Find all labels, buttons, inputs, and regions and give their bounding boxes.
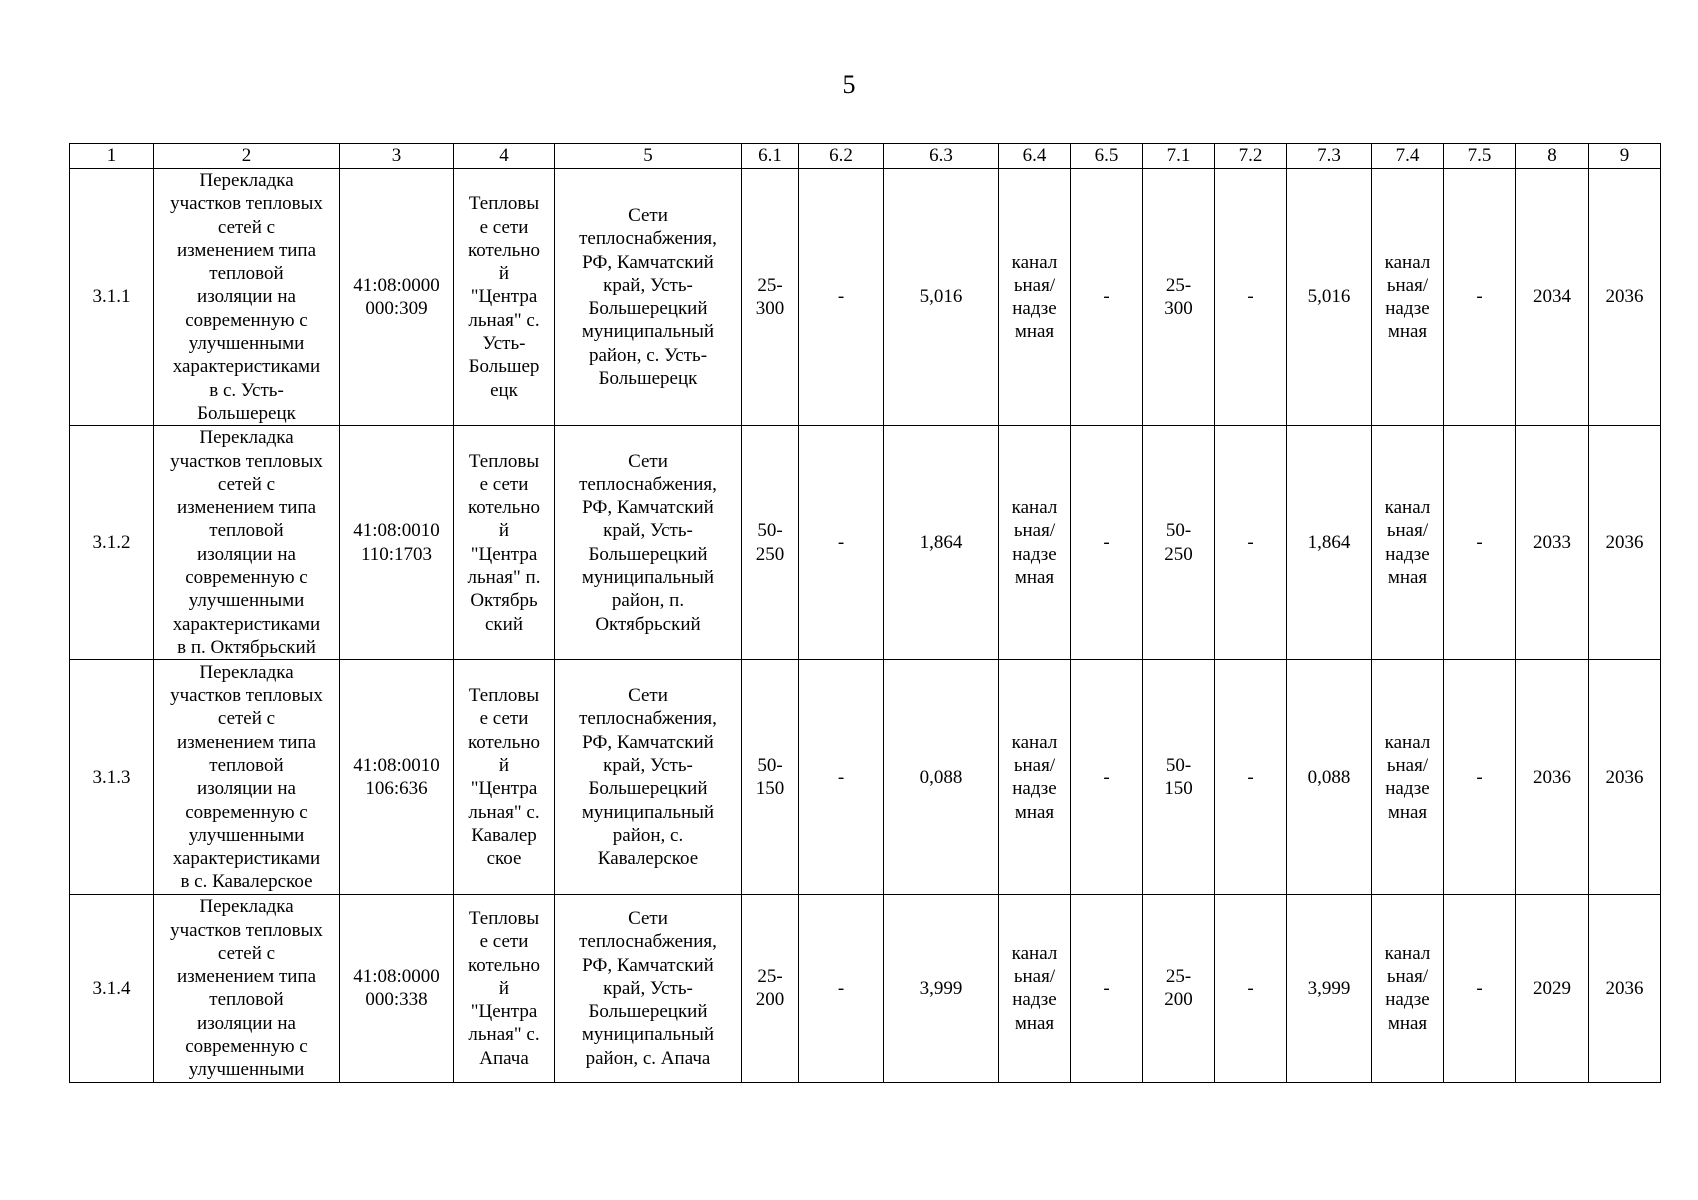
column-header: 6.4 xyxy=(999,144,1071,169)
cell-8 xyxy=(1516,426,1589,660)
column-header: 4 xyxy=(454,144,555,169)
cell-6-3 xyxy=(884,426,999,660)
cell-9 xyxy=(1589,660,1661,895)
cell-6-4 xyxy=(999,660,1071,895)
header-row xyxy=(70,144,1661,169)
cell-text: Сети теплоснабжения, РФ, Камчатский край, Усть- Большерецкий муниципальный район, с. Апача xyxy=(579,907,717,1069)
cell-text: 0,088 xyxy=(919,766,963,788)
cell-7-1 xyxy=(1143,895,1215,1082)
cell-6-5 xyxy=(1071,426,1143,660)
cell-text: канал ьная/ надзе мная xyxy=(1011,497,1058,589)
column-header: 7.1 xyxy=(1143,144,1215,169)
cell-text: 1,864 xyxy=(919,532,963,554)
row-number xyxy=(70,426,154,660)
cell-7-3 xyxy=(1287,660,1372,895)
cell-text: - xyxy=(1103,286,1110,308)
cell-7-4 xyxy=(1372,426,1444,660)
cell-text: - xyxy=(837,766,845,788)
cell-text: Перекладка участков тепловых сетей с изменением типа тепловой изоляции на современную с улучшенными xyxy=(170,896,323,1081)
cell-6-2 xyxy=(799,426,884,660)
cell-text: 2036 xyxy=(1605,532,1644,554)
object-location xyxy=(555,660,742,895)
cell-text: - xyxy=(1247,977,1254,999)
investment-table xyxy=(69,143,1661,1083)
cell-text: 25- 300 xyxy=(755,274,785,320)
table-row xyxy=(70,660,1661,895)
cell-7-3 xyxy=(1287,426,1372,660)
measure-name xyxy=(154,660,340,895)
cell-text: - xyxy=(1476,977,1483,999)
cell-9 xyxy=(1589,426,1661,660)
column-header: 2 xyxy=(154,144,340,169)
cell-text: 3,999 xyxy=(1307,977,1351,999)
cell-text: - xyxy=(837,286,845,308)
cell-text: 3,999 xyxy=(919,977,963,999)
cell-text: 50- 250 xyxy=(1164,520,1193,565)
object-location xyxy=(555,169,742,426)
cell-text: 50- 250 xyxy=(755,520,785,565)
measure-name xyxy=(154,895,340,1082)
cell-7-2 xyxy=(1215,426,1287,660)
cell-text: Сети теплоснабжения, РФ, Камчатский край, Усть- Большерецкий муниципальный район, с. Кавалерское xyxy=(579,685,717,870)
cell-6-2 xyxy=(799,895,884,1082)
cell-text: - xyxy=(1476,532,1483,554)
object-name xyxy=(454,895,555,1082)
cell-text: канал ьная/ надзе мная xyxy=(1384,497,1431,589)
cell-text: 50- 150 xyxy=(755,754,785,800)
column-header: 7.4 xyxy=(1372,144,1444,169)
column-header: 9 xyxy=(1589,144,1661,169)
column-header: 7.2 xyxy=(1215,144,1287,169)
cell-6-4 xyxy=(999,426,1071,660)
cell-6-3 xyxy=(884,169,999,426)
cell-text: 2036 xyxy=(1605,766,1644,788)
cell-6-2 xyxy=(799,169,884,426)
row-number xyxy=(70,660,154,895)
cell-text: 25- 200 xyxy=(755,966,785,1011)
object-location xyxy=(555,426,742,660)
table-row xyxy=(70,895,1661,1082)
cell-text: канал ьная/ надзе мная xyxy=(1011,251,1058,343)
cell-text: 2036 xyxy=(1533,766,1571,788)
cell-7-2 xyxy=(1215,895,1287,1082)
cell-text: - xyxy=(1476,766,1483,788)
cell-6-3 xyxy=(884,895,999,1082)
column-header: 1 xyxy=(70,144,154,169)
cell-6-5 xyxy=(1071,895,1143,1082)
cell-text: 2033 xyxy=(1533,532,1571,554)
cell-8 xyxy=(1516,169,1589,426)
column-header: 3 xyxy=(340,144,454,169)
cell-7-5 xyxy=(1444,660,1516,895)
cell-text: Сети теплоснабжения, РФ, Камчатский край, Усть- Большерецкий муниципальный район, п. Октябрьский xyxy=(579,450,717,635)
cell-text: 3.1.1 xyxy=(92,286,131,308)
measure-name xyxy=(154,169,340,426)
cell-text: - xyxy=(837,977,845,999)
cell-text: 41:08:0010 106:636 xyxy=(353,754,440,800)
cell-text: Тепловы е сети котельно й "Центра льная" с. Усть- Большер ецк xyxy=(467,193,541,401)
row-number xyxy=(70,169,154,426)
cell-text: Перекладка участков тепловых сетей с изменением типа тепловой изоляции на современную с улучшенными характеристиками в с. Кавалерское xyxy=(170,661,323,893)
cell-8 xyxy=(1516,895,1589,1082)
cell-6-1 xyxy=(742,895,799,1082)
cell-text: 2034 xyxy=(1533,286,1571,308)
cell-7-1 xyxy=(1143,660,1215,895)
cell-text: - xyxy=(1247,532,1254,554)
cell-text: 1,864 xyxy=(1307,532,1351,554)
object-name xyxy=(454,660,555,895)
cell-text: 41:08:0000 000:309 xyxy=(353,274,440,320)
object-name xyxy=(454,169,555,426)
cell-6-1 xyxy=(742,169,799,426)
cell-text: 3.1.4 xyxy=(92,977,131,999)
cell-text: 41:08:0010 110:1703 xyxy=(353,520,440,565)
cell-text: Тепловы е сети котельно й "Центра льная" с. Кавалер ское xyxy=(467,685,541,870)
cell-text: канал ьная/ надзе мная xyxy=(1384,942,1431,1034)
object-name xyxy=(454,426,555,660)
cell-7-3 xyxy=(1287,895,1372,1082)
column-header: 6.3 xyxy=(884,144,999,169)
cell-6-2 xyxy=(799,660,884,895)
cell-text: 2036 xyxy=(1605,977,1644,999)
measure-name xyxy=(154,426,340,660)
cell-text: - xyxy=(1247,766,1254,788)
object-location xyxy=(555,895,742,1082)
column-header: 5 xyxy=(555,144,742,169)
cell-7-2 xyxy=(1215,169,1287,426)
cell-8 xyxy=(1516,660,1589,895)
cell-text: канал ьная/ надзе мная xyxy=(1011,731,1058,823)
cell-text: 2029 xyxy=(1533,977,1571,999)
cell-6-5 xyxy=(1071,660,1143,895)
cell-text: - xyxy=(837,532,845,554)
cell-text: 5,016 xyxy=(1307,286,1351,308)
column-header: 6.1 xyxy=(742,144,799,169)
cell-text: 50- 150 xyxy=(1164,754,1193,800)
cell-text: - xyxy=(1103,532,1110,554)
cell-text: 2036 xyxy=(1605,286,1644,308)
cell-text: - xyxy=(1103,766,1110,788)
cell-6-4 xyxy=(999,895,1071,1082)
column-header: 6.5 xyxy=(1071,144,1143,169)
cell-text: Перекладка участков тепловых сетей с изменением типа тепловой изоляции на современную с улучшенными характеристиками в с. Усть- Большерецк xyxy=(170,170,323,424)
cell-text: Сети теплоснабжения, РФ, Камчатский край, Усть- Большерецкий муниципальный район, с. Усть- Большерецк xyxy=(579,204,717,390)
page-number: 5 xyxy=(842,70,856,99)
cell-text: Перекладка участков тепловых сетей с изменением типа тепловой изоляции на современную с улучшенными характеристиками в п. Октябрьский xyxy=(170,427,323,658)
cell-7-5 xyxy=(1444,169,1516,426)
column-header: 7.3 xyxy=(1287,144,1372,169)
cell-text: 25- 200 xyxy=(1164,966,1193,1011)
cell-7-5 xyxy=(1444,895,1516,1082)
cadastral-number xyxy=(340,169,454,426)
cell-text: 5,016 xyxy=(919,286,963,308)
cell-text: канал ьная/ надзе мная xyxy=(1384,731,1431,823)
cell-text: - xyxy=(1103,977,1110,999)
cell-text: 25- 300 xyxy=(1164,274,1193,320)
cell-6-4 xyxy=(999,169,1071,426)
column-header: 8 xyxy=(1516,144,1589,169)
cell-7-3 xyxy=(1287,169,1372,426)
cell-text: 41:08:0000 000:338 xyxy=(353,966,440,1011)
cell-text: - xyxy=(1476,286,1483,308)
cell-7-2 xyxy=(1215,660,1287,895)
cell-7-4 xyxy=(1372,660,1444,895)
cell-text: канал ьная/ надзе мная xyxy=(1384,251,1431,343)
cell-6-5 xyxy=(1071,169,1143,426)
cell-6-3 xyxy=(884,660,999,895)
column-header: 7.5 xyxy=(1444,144,1516,169)
row-number xyxy=(70,895,154,1082)
cell-text: 0,088 xyxy=(1307,766,1351,788)
table-row xyxy=(70,426,1661,660)
cell-text: - xyxy=(1247,286,1254,308)
cadastral-number xyxy=(340,895,454,1082)
cadastral-number xyxy=(340,660,454,895)
cell-7-4 xyxy=(1372,169,1444,426)
cell-9 xyxy=(1589,895,1661,1082)
cell-7-1 xyxy=(1143,169,1215,426)
cell-6-1 xyxy=(742,660,799,895)
cell-text: Тепловы е сети котельно й "Центра льная" п. Октябрь ский xyxy=(467,450,541,635)
cell-text: 3.1.3 xyxy=(92,766,131,788)
cadastral-number xyxy=(340,426,454,660)
cell-9 xyxy=(1589,169,1661,426)
cell-7-4 xyxy=(1372,895,1444,1082)
table-row xyxy=(70,169,1661,426)
cell-text: канал ьная/ надзе мная xyxy=(1011,942,1058,1034)
column-header: 6.2 xyxy=(799,144,884,169)
cell-7-5 xyxy=(1444,426,1516,660)
cell-text: Тепловы е сети котельно й "Центра льная" с. Апача xyxy=(467,907,541,1069)
cell-6-1 xyxy=(742,426,799,660)
cell-7-1 xyxy=(1143,426,1215,660)
cell-text: 3.1.2 xyxy=(92,532,131,554)
